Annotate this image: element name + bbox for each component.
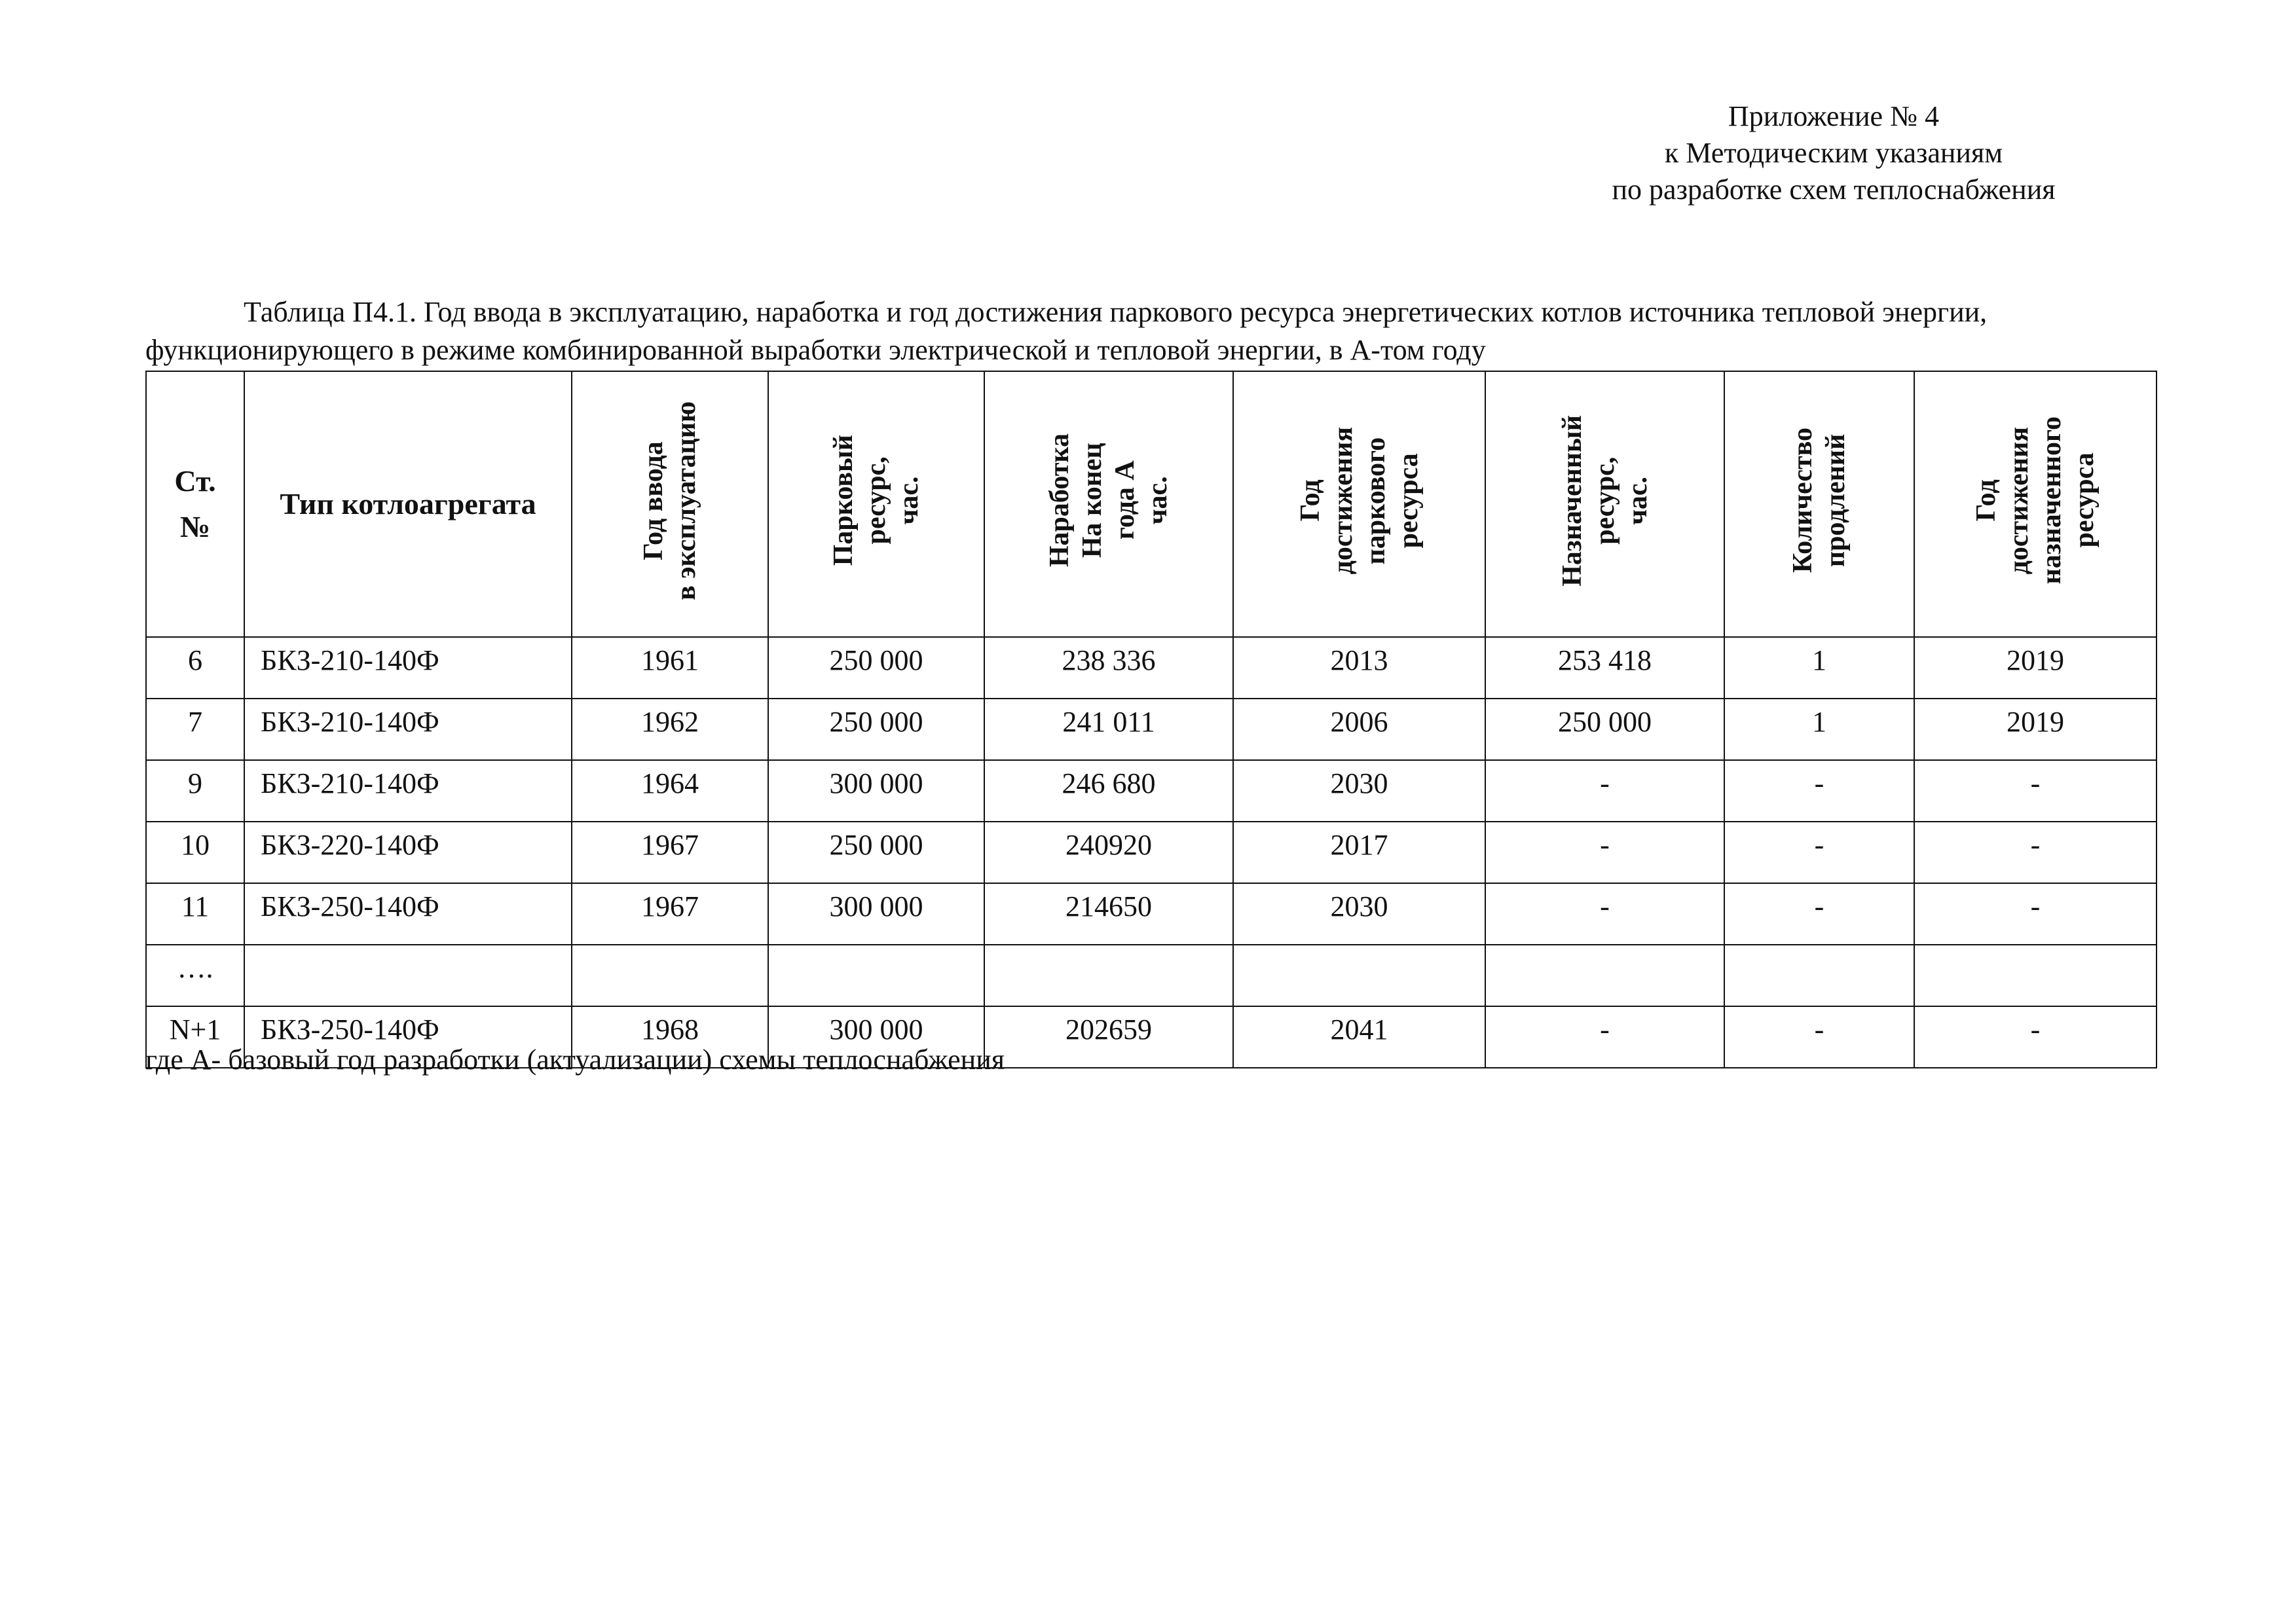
- cell-year-park: 2041: [1233, 1006, 1485, 1068]
- col-year-park: [1233, 371, 1485, 637]
- appendix-reference: к Методическим указаниям: [1664, 137, 2003, 169]
- footnote: где А- базовый год разработки (актуализации) схемы теплоснабжения: [145, 1044, 1005, 1076]
- cell-type: БКЗ-250-140Ф: [244, 1006, 572, 1068]
- col-year-assigned-line3: назначенного: [2037, 416, 2067, 585]
- cell-no: 10: [146, 822, 244, 883]
- cell-operating: 246 680: [984, 760, 1233, 822]
- cell-year-start: [572, 945, 768, 1006]
- cell-year-park: 2030: [1233, 760, 1485, 822]
- col-assigned-resource-line2: ресурс,: [1589, 456, 1620, 545]
- col-park-resource-line1: Парковый: [828, 435, 859, 566]
- cell-year-park: [1233, 945, 1485, 1006]
- col-year-assigned: [1914, 371, 2157, 637]
- col-operating: [984, 371, 1233, 637]
- cell-assigned: -: [1485, 760, 1724, 822]
- col-st-no-line1: Ст.: [174, 464, 216, 498]
- cell-year-assigned: 2019: [1914, 699, 2157, 760]
- cell-year-park: 2006: [1233, 699, 1485, 760]
- cell-ext: 1: [1724, 637, 1914, 699]
- cell-assigned: -: [1485, 883, 1724, 945]
- cell-year-park: 2017: [1233, 822, 1485, 883]
- cell-operating: 202659: [984, 1006, 1233, 1068]
- cell-park: 250 000: [768, 822, 984, 883]
- cell-operating: [984, 945, 1233, 1006]
- cell-year-start: 1961: [572, 637, 768, 699]
- col-year-assigned-line4: ресурса: [2069, 452, 2100, 549]
- col-operating-line1: Наработка: [1045, 433, 1075, 568]
- cell-year-park: 2013: [1233, 637, 1485, 699]
- cell-ext: -: [1724, 822, 1914, 883]
- cell-park: [768, 945, 984, 1006]
- cell-ext: -: [1724, 760, 1914, 822]
- cell-assigned: -: [1485, 822, 1724, 883]
- cell-park: 250 000: [768, 637, 984, 699]
- col-park-resource-line3: час.: [894, 476, 924, 525]
- cell-year-assigned: -: [1914, 760, 2157, 822]
- col-assigned-resource-line3: час.: [1622, 476, 1653, 525]
- table-row: [146, 637, 2157, 699]
- cell-ext: -: [1724, 1006, 1914, 1068]
- col-type-label: Тип котлоагрегата: [280, 487, 536, 520]
- col-year-park-line4: ресурса: [1393, 452, 1424, 549]
- table-row: [146, 760, 2157, 822]
- cell-year-assigned: 2019: [1914, 637, 2157, 699]
- cell-operating: 238 336: [984, 637, 1233, 699]
- cell-type: БКЗ-210-140Ф: [244, 760, 572, 822]
- col-st-no: [146, 371, 244, 637]
- cell-assigned: 253 418: [1485, 637, 1724, 699]
- col-operating-line3: года А: [1110, 461, 1140, 540]
- table-row: [146, 699, 2157, 760]
- col-park-resource-line2: ресурс,: [861, 456, 891, 545]
- col-operating-line2: На конец: [1077, 443, 1107, 558]
- cell-operating: 241 011: [984, 699, 1233, 760]
- cell-ext: 1: [1724, 699, 1914, 760]
- cell-type: [244, 945, 572, 1006]
- cell-year-assigned: -: [1914, 1006, 2157, 1068]
- cell-no: 11: [146, 883, 244, 945]
- table-row: [146, 883, 2157, 945]
- cell-park: 300 000: [768, 760, 984, 822]
- table-caption: Таблица П4.1. Год ввода в эксплуатацию, наработка и год достижения паркового ресурса энергетических котлов источника тепловой энергии, функционирующего в режиме комбинированной выработки электрической и тепловой энергии, в А-том году: [145, 296, 1988, 366]
- appendix-subject: по разработке схем теплоснабжения: [1612, 173, 2056, 206]
- cell-park: 300 000: [768, 883, 984, 945]
- col-year-start-line2: в эксплуатацию: [671, 401, 701, 600]
- cell-type: БКЗ-210-140Ф: [244, 699, 572, 760]
- col-extensions-line1: Количество: [1788, 428, 1818, 574]
- col-year-assigned-line1: Год: [1971, 479, 2001, 522]
- cell-year-assigned: -: [1914, 822, 2157, 883]
- cell-year-assigned: [1914, 945, 2157, 1006]
- cell-type: БКЗ-220-140Ф: [244, 822, 572, 883]
- col-st-no-line2: №: [179, 510, 211, 543]
- cell-type: БКЗ-250-140Ф: [244, 883, 572, 945]
- col-park-resource: [768, 371, 984, 637]
- cell-year-assigned: -: [1914, 883, 2157, 945]
- col-assigned-resource-line1: Назначенный: [1557, 414, 1587, 587]
- col-year-park-line1: Год: [1295, 479, 1325, 522]
- cell-year-start: 1967: [572, 822, 768, 883]
- cell-no: N+1: [146, 1006, 244, 1068]
- cell-assigned: [1485, 945, 1724, 1006]
- cell-no: 7: [146, 699, 244, 760]
- cell-operating: 240920: [984, 822, 1233, 883]
- cell-operating: 214650: [984, 883, 1233, 945]
- col-type: [244, 371, 572, 637]
- cell-no: 6: [146, 637, 244, 699]
- cell-assigned: -: [1485, 1006, 1724, 1068]
- cell-ext: -: [1724, 883, 1914, 945]
- cell-assigned: 250 000: [1485, 699, 1724, 760]
- cell-park: 250 000: [768, 699, 984, 760]
- table-header-row: [146, 371, 2157, 637]
- col-year-start-line1: Год ввода: [639, 441, 669, 560]
- col-assigned-resource: [1485, 371, 1724, 637]
- cell-year-start: 1967: [572, 883, 768, 945]
- table-row: [146, 945, 2157, 1006]
- appendix-number: Приложение № 4: [1728, 100, 1940, 132]
- col-extensions: [1724, 371, 1914, 637]
- col-year-assigned-line2: достижения: [2004, 426, 2034, 575]
- cell-park: 300 000: [768, 1006, 984, 1068]
- cell-year-start: 1968: [572, 1006, 768, 1068]
- cell-ext: [1724, 945, 1914, 1006]
- col-operating-line4: час.: [1143, 476, 1173, 525]
- col-extensions-line2: продлений: [1821, 433, 1851, 568]
- boiler-table: [145, 371, 2157, 1068]
- col-year-start: [572, 371, 768, 637]
- col-year-park-line3: паркового: [1360, 437, 1391, 564]
- cell-type: БКЗ-210-140Ф: [244, 637, 572, 699]
- cell-no: ….: [146, 945, 244, 1006]
- cell-year-park: 2030: [1233, 883, 1485, 945]
- col-year-park-line2: достижения: [1327, 426, 1358, 575]
- appendix-header: [1506, 98, 2161, 208]
- cell-year-start: 1962: [572, 699, 768, 760]
- cell-year-start: 1964: [572, 760, 768, 822]
- table-row: [146, 822, 2157, 883]
- cell-no: 9: [146, 760, 244, 822]
